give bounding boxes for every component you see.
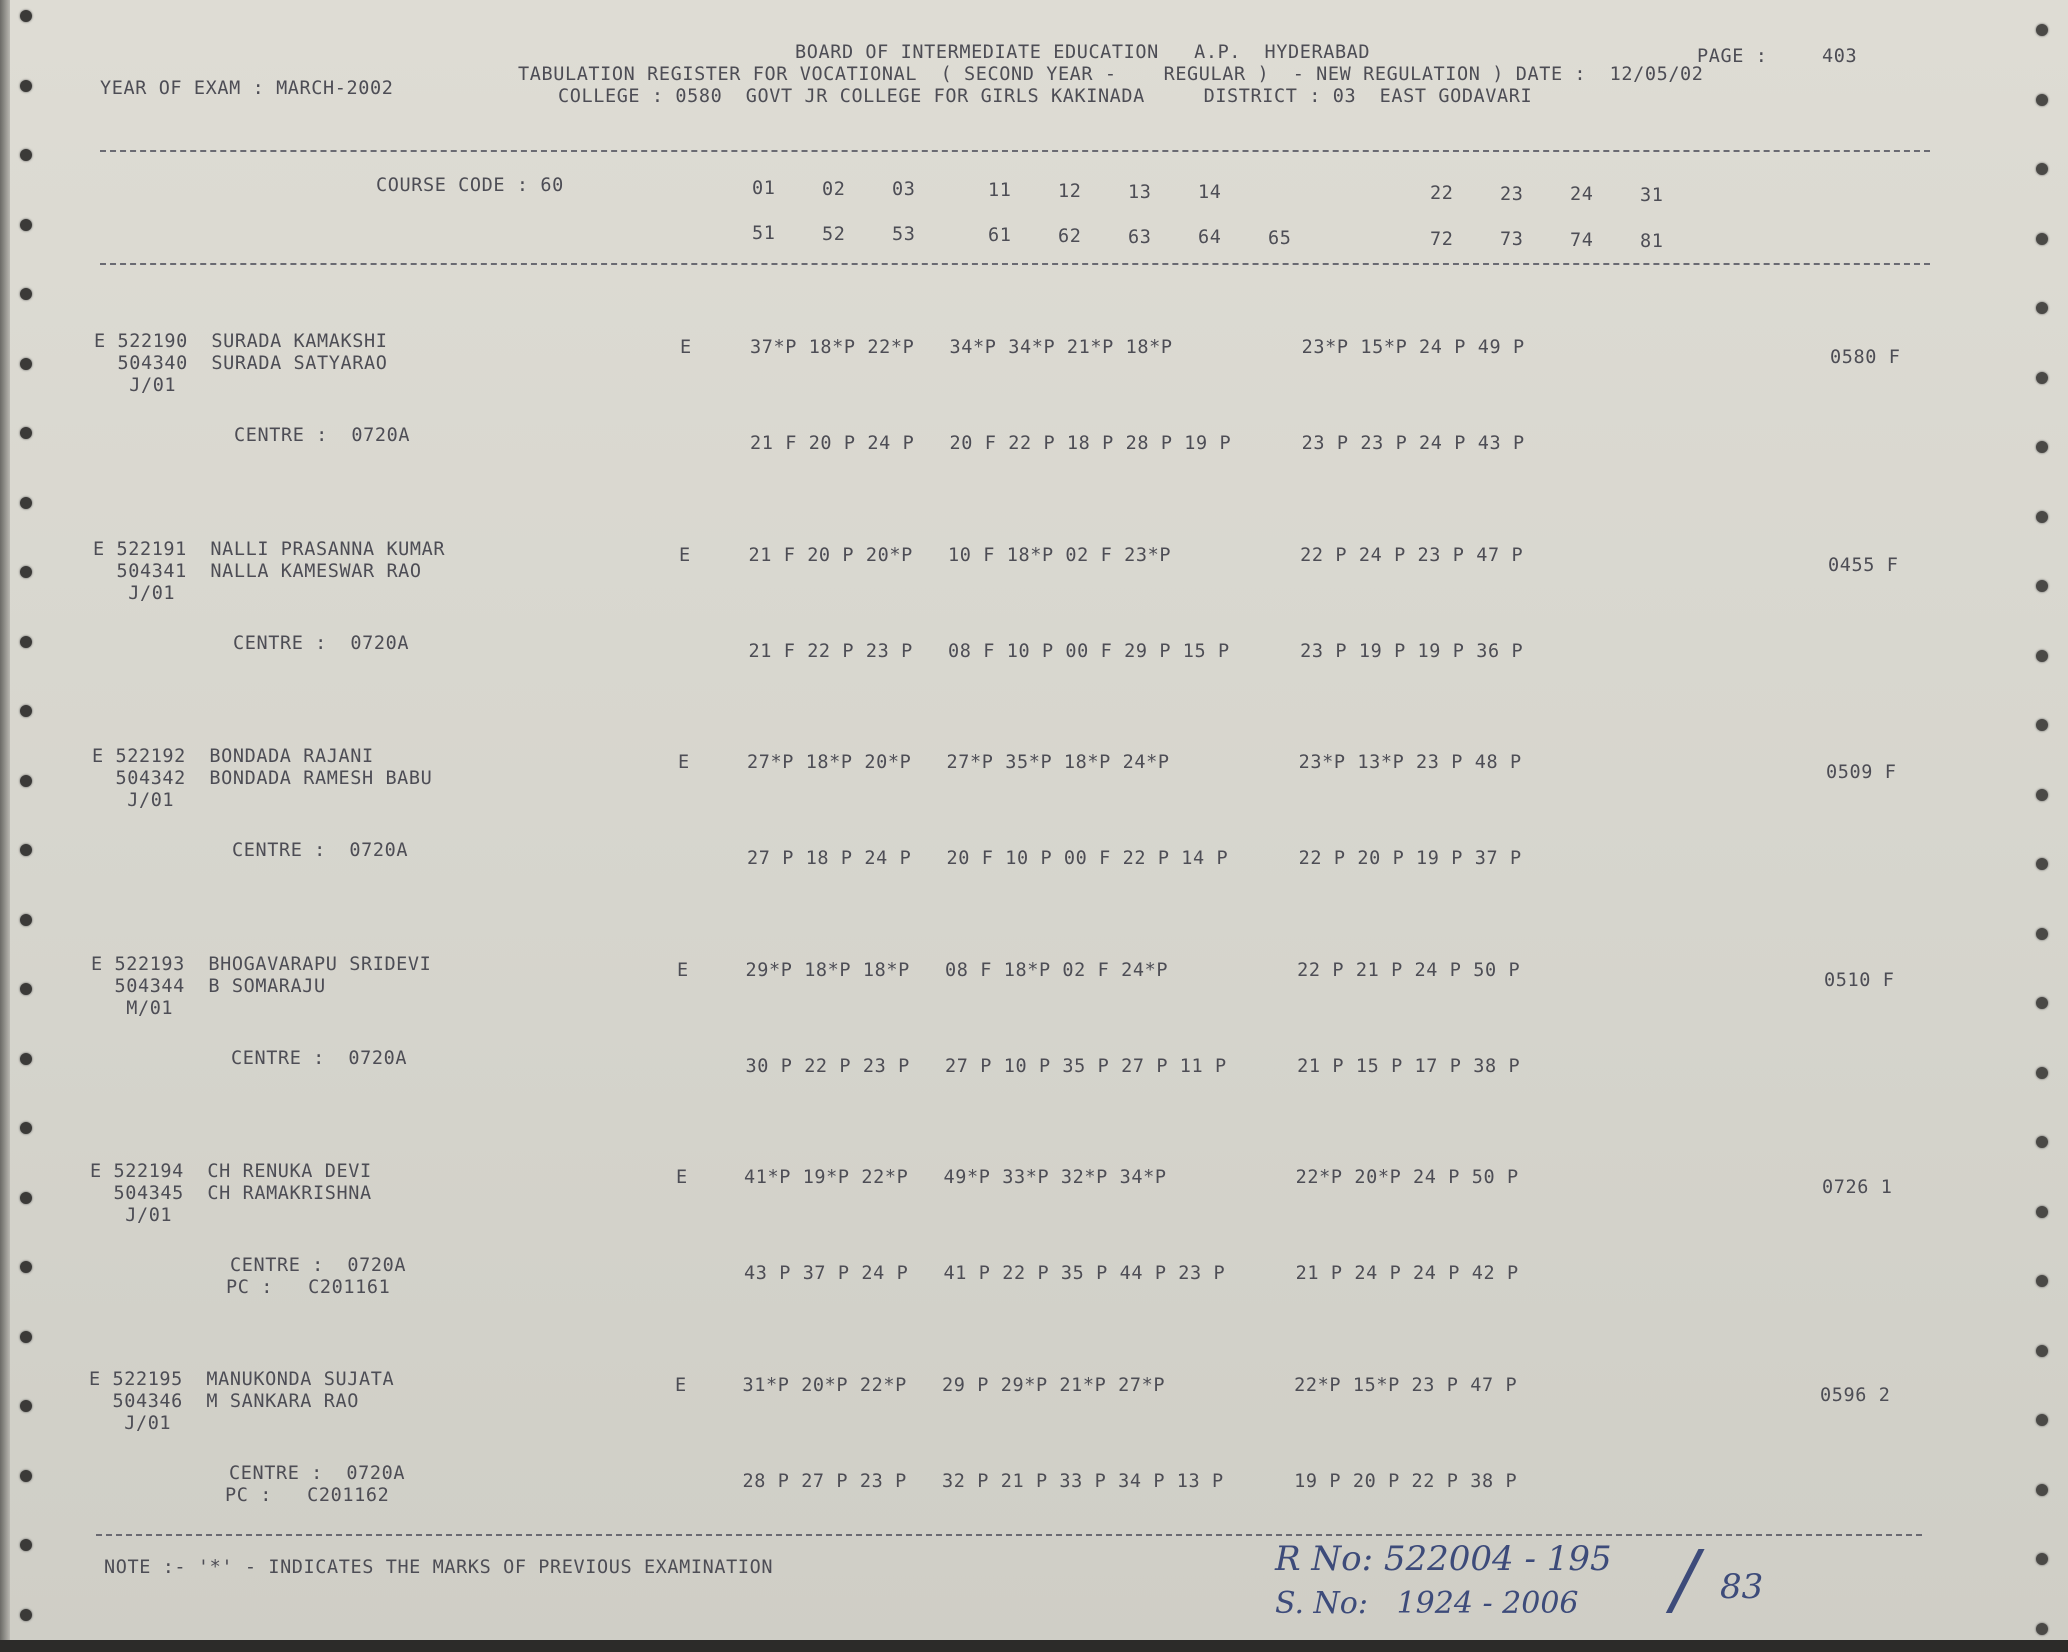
record-marks-row-1: 29*P 18*P 18*P 08 F 18*P 02 F 24*P 22 P 21 P 24 P 50 P (745, 959, 1521, 981)
course-code-label: COURSE CODE : 60 (376, 175, 564, 196)
course-code: 73 (1500, 229, 1524, 251)
feed-hole (20, 1609, 32, 1621)
course-code: 01 (752, 178, 776, 199)
record-marks-row-2: 30 P 22 P 23 P 27 P 10 P 35 P 27 P 11 P 21 P 15 P 17 P 38 P (745, 1055, 1521, 1077)
record-marks-row-2: 28 P 27 P 23 P 32 P 21 P 33 P 34 P 13 P 19 P 20 P 22 P 38 P (742, 1470, 1518, 1492)
feed-hole (2036, 372, 2048, 384)
record-centre: CENTRE : 0720A (230, 1255, 407, 1276)
feed-hole (2036, 789, 2048, 801)
feed-hole (20, 1331, 32, 1343)
feed-hole (2036, 1484, 2048, 1496)
feed-hole (2036, 302, 2048, 314)
feed-hole (20, 497, 32, 509)
feed-hole (2036, 441, 2048, 453)
course-code: 51 (752, 223, 776, 244)
record-total: 0455 F (1828, 554, 1899, 576)
feed-hole (20, 149, 32, 161)
record-medium: E (676, 1167, 688, 1188)
board-title: BOARD OF INTERMEDIATE EDUCATION A.P. HYDERABAD (795, 42, 1371, 63)
record-marks-row-2: 21 F 20 P 24 P 20 F 22 P 18 P 28 P 19 P 23 P 23 P 24 P 43 P (750, 433, 1525, 454)
feed-hole (20, 1192, 32, 1204)
record-roll-and-name: E 522192 BONDADA RAJANI (92, 746, 374, 767)
course-code: 02 (822, 178, 846, 200)
register-title: TABULATION REGISTER FOR VOCATIONAL ( SECOND YEAR - REGULAR ) - NEW REGULATION ) DATE : 12/05/02 (518, 64, 1704, 85)
record-centre: CENTRE : 0720A (233, 632, 410, 654)
course-code: 74 (1570, 230, 1594, 251)
course-code: 64 (1198, 227, 1222, 249)
feed-hole (2036, 719, 2048, 731)
year-of-exam: YEAR OF EXAM : MARCH-2002 (100, 78, 394, 99)
feed-hole (2036, 1623, 2048, 1635)
handwritten-roll-range: R No: 522004 - 195 (1275, 1539, 1612, 1579)
course-code: 61 (988, 225, 1012, 247)
record-marks-row-1: 31*P 20*P 22*P 29 P 29*P 21*P 27*P 22*P 15*P 23 P 47 P (742, 1374, 1518, 1396)
feed-hole (2036, 1414, 2048, 1426)
feed-hole (20, 80, 32, 92)
record-total: 0509 F (1826, 762, 1897, 783)
record-group: M/01 (91, 997, 174, 1019)
feed-hole (20, 705, 32, 717)
feed-hole (20, 1261, 32, 1273)
record-ref-and-father: 504345 CH RAMAKRISHNA (90, 1183, 372, 1204)
record-total: 0510 F (1824, 969, 1895, 991)
record-marks-row-2: 21 F 22 P 23 P 08 F 10 P 00 F 29 P 15 P 23 P 19 P 19 P 36 P (748, 640, 1524, 662)
record-group: J/01 (93, 582, 176, 604)
record-total: 0596 2 (1820, 1384, 1891, 1406)
record-roll-and-name: E 522191 NALLI PRASANNA KUMAR (93, 538, 446, 560)
record-marks-row-1: 37*P 18*P 22*P 34*P 34*P 21*P 18*P 23*P 15*P 24 P 49 P (750, 337, 1525, 358)
course-code: 13 (1128, 181, 1152, 203)
course-code: 11 (988, 180, 1012, 202)
record-pc: PC : C201162 (225, 1484, 390, 1506)
course-code: 72 (1430, 228, 1454, 250)
record-centre: CENTRE : 0720A (234, 425, 411, 446)
feed-hole (20, 1122, 32, 1134)
course-divider (100, 263, 1930, 265)
feed-hole (2036, 233, 2048, 245)
course-code: 14 (1198, 182, 1222, 204)
feed-hole (2036, 997, 2048, 1009)
feed-hole (20, 427, 32, 439)
feed-hole (2036, 163, 2048, 175)
record-centre: CENTRE : 0720A (229, 1462, 406, 1484)
college-line: COLLEGE : 0580 GOVT JR COLLEGE FOR GIRLS KAKINADA DISTRICT : 03 EAST GODAVARI (558, 86, 1533, 107)
paper-left-edge (0, 0, 10, 1652)
feed-hole (2036, 1553, 2048, 1565)
feed-hole (20, 775, 32, 787)
feed-hole (20, 219, 32, 231)
feed-hole (2036, 24, 2048, 36)
feed-hole (20, 1400, 32, 1412)
course-code: 52 (822, 223, 846, 245)
feed-hole (2036, 511, 2048, 523)
record-group: J/01 (94, 375, 177, 396)
course-code: 12 (1058, 180, 1082, 202)
footer-divider (96, 1534, 1922, 1536)
record-medium: E (678, 752, 690, 773)
record-ref-and-father: 504342 BONDADA RAMESH BABU (92, 768, 433, 789)
feed-hole (2036, 858, 2048, 870)
feed-hole (20, 10, 32, 22)
record-marks-row-1: 27*P 18*P 20*P 27*P 35*P 18*P 24*P 23*P 13*P 23 P 48 P (747, 752, 1522, 773)
footnote: NOTE :- '*' - INDICATES THE MARKS OF PREVIOUS EXAMINATION (104, 1557, 774, 1578)
page-label: PAGE : (1697, 46, 1768, 67)
record-marks-row-1: 21 F 20 P 20*P 10 F 18*P 02 F 23*P 22 P 24 P 23 P 47 P (748, 544, 1524, 566)
feed-hole (20, 844, 32, 856)
feed-hole (20, 1470, 32, 1482)
course-code: 65 (1268, 227, 1292, 249)
course-code: 62 (1058, 225, 1082, 247)
page-number: 403 (1822, 46, 1858, 67)
record-pc: PC : C201161 (226, 1277, 391, 1298)
feed-hole (20, 914, 32, 926)
header-divider (100, 150, 1930, 152)
course-code: 22 (1430, 182, 1454, 204)
course-code: 03 (892, 179, 916, 201)
handwritten-slash: / (1672, 1535, 1699, 1625)
record-total: 0726 1 (1822, 1177, 1893, 1198)
feed-hole (2036, 1136, 2048, 1148)
course-code: 23 (1500, 183, 1524, 205)
feed-hole (20, 983, 32, 995)
record-ref-and-father: 504341 NALLA KAMESWAR RAO (93, 560, 422, 582)
feed-hole (2036, 1345, 2048, 1357)
record-marks-row-1: 41*P 19*P 22*P 49*P 33*P 32*P 34*P 22*P 20*P 24 P 50 P (744, 1167, 1519, 1188)
feed-hole (20, 1053, 32, 1065)
feed-hole (20, 1539, 32, 1551)
feed-hole (20, 358, 32, 370)
feed-hole (2036, 1275, 2048, 1287)
record-medium: E (675, 1374, 687, 1396)
record-roll-and-name: E 522194 CH RENUKA DEVI (90, 1161, 372, 1182)
course-code: 81 (1640, 230, 1664, 252)
feed-hole (20, 288, 32, 300)
feed-hole (20, 566, 32, 578)
record-ref-and-father: 504340 SURADA SATYARAO (94, 353, 388, 374)
feed-hole (20, 636, 32, 648)
record-group: J/01 (89, 1412, 172, 1434)
course-code: 53 (892, 224, 916, 246)
feed-hole (2036, 94, 2048, 106)
record-ref-and-father: 504346 M SANKARA RAO (89, 1390, 359, 1412)
record-centre: CENTRE : 0720A (232, 840, 409, 861)
record-medium: E (680, 337, 692, 358)
feed-hole (2036, 650, 2048, 662)
record-marks-row-2: 43 P 37 P 24 P 41 P 22 P 35 P 44 P 23 P 21 P 24 P 24 P 42 P (744, 1263, 1519, 1284)
handwritten-serial-range: S. No: 1924 - 2006 (1275, 1586, 1579, 1621)
feed-hole (2036, 1067, 2048, 1079)
record-medium: E (679, 544, 691, 566)
record-ref-and-father: 504344 B SOMARAJU (91, 975, 326, 997)
feed-hole (2036, 1206, 2048, 1218)
record-centre: CENTRE : 0720A (231, 1047, 408, 1069)
feed-hole (2036, 928, 2048, 940)
record-roll-and-name: E 522190 SURADA KAMAKSHI (94, 331, 388, 352)
record-roll-and-name: E 522193 BHOGAVARAPU SRIDEVI (91, 953, 432, 975)
handwritten-page-count: 83 (1720, 1567, 1764, 1607)
course-code: 63 (1128, 226, 1152, 248)
record-marks-row-2: 27 P 18 P 24 P 20 F 10 P 00 F 22 P 14 P 22 P 20 P 19 P 37 P (747, 848, 1522, 869)
record-group: J/01 (92, 790, 175, 811)
record-medium: E (677, 959, 689, 981)
course-code: 24 (1570, 184, 1594, 206)
record-group: J/01 (90, 1205, 173, 1226)
record-roll-and-name: E 522195 MANUKONDA SUJATA (89, 1368, 395, 1390)
feed-hole (2036, 580, 2048, 592)
course-code: 31 (1640, 185, 1664, 206)
paper-bottom-shadow (0, 1640, 2068, 1652)
record-total: 0580 F (1830, 347, 1901, 368)
